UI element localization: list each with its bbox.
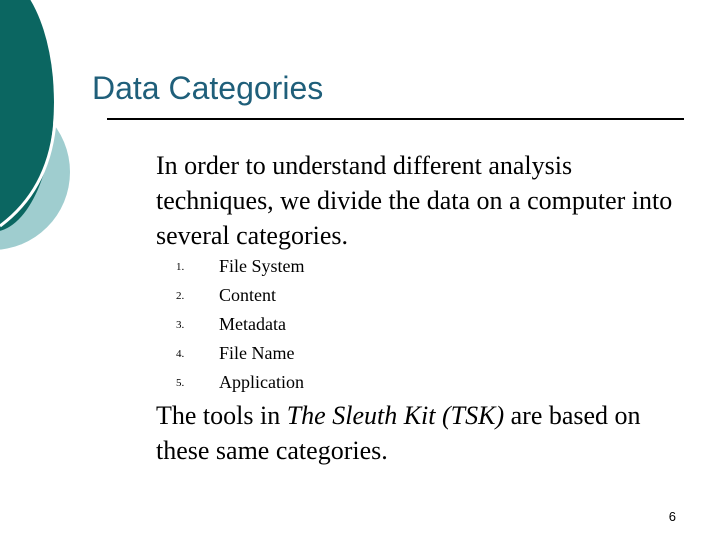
closing-text-before: The tools in xyxy=(156,401,287,430)
list-item-number: 1. xyxy=(176,261,185,273)
closing-paragraph xyxy=(156,398,696,468)
closing-text-after: are based on these same categories. xyxy=(156,401,641,465)
list-item-label: File System xyxy=(219,256,305,276)
title-underline xyxy=(107,118,684,120)
slide-title: Data Categories xyxy=(92,70,324,106)
tsk-name: The Sleuth Kit (TSK) xyxy=(286,401,505,430)
list-item-number: 4. xyxy=(176,348,185,360)
list-item-number: 3. xyxy=(176,319,185,331)
page-number: 6 xyxy=(668,509,676,524)
intro-paragraph: In order to understand different analysis techniques, we divide the data on a computer into several categories. xyxy=(156,151,673,250)
list-item-number: 2. xyxy=(176,290,185,302)
list-item-label: Metadata xyxy=(219,314,286,334)
list-item-number: 5. xyxy=(176,377,185,389)
list-item-label: Application xyxy=(219,372,304,392)
list-item-label: File Name xyxy=(219,343,295,363)
list-item-label: Content xyxy=(219,285,276,305)
